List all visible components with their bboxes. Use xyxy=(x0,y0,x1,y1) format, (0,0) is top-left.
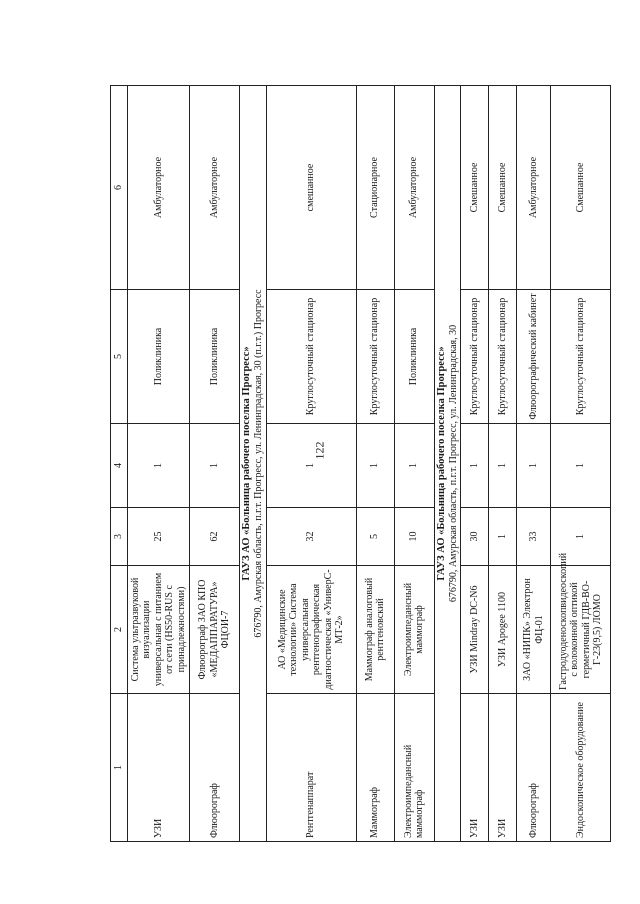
equipment-unit: Круглосуточный стационар xyxy=(551,290,611,424)
equipment-count: 1 xyxy=(461,424,489,508)
header-cell: 4 xyxy=(111,424,128,508)
equipment-type: Флюорограф xyxy=(517,694,551,842)
header-cell: 3 xyxy=(111,508,128,566)
equipment-count: 1 xyxy=(190,424,240,508)
rotated-document xyxy=(110,86,604,842)
table-row xyxy=(127,86,190,842)
section-header xyxy=(240,86,267,842)
section-row xyxy=(240,86,267,842)
equipment-unit: Круглосуточный стационар xyxy=(356,290,394,424)
header-cell: 1 xyxy=(111,694,128,842)
equipment-model: АО «Медицинские технологии» Система универсальная рентгенографическая диагностическая «УниверС-МТ-2» xyxy=(266,566,356,694)
equipment-table xyxy=(110,85,611,842)
equipment-age: 10 xyxy=(394,508,434,566)
section-address: 676790, Амурская область, п.г.т. Прогресс, ул. Ленинградская, 30 (п.г.т.) Прогресс xyxy=(253,289,265,638)
equipment-age: 32 xyxy=(266,508,356,566)
header-row xyxy=(111,86,128,842)
equipment-unit: Поликлиника xyxy=(190,290,240,424)
equipment-count: 1 xyxy=(266,424,356,508)
header-cell: 6 xyxy=(111,86,128,290)
equipment-model: Маммограф аналоговый рентгеновский xyxy=(356,566,394,694)
equipment-type: УЗИ xyxy=(127,694,190,842)
equipment-unit: Поликлиника xyxy=(127,290,190,424)
equipment-age: 30 xyxy=(461,508,489,566)
care-condition: Смешанное xyxy=(551,86,611,290)
table-row xyxy=(517,86,551,842)
equipment-model: Гастродуоденоскопвидеоскопий с волоконной оптикой герметичный ГДВ-ВО-Г-23(9,5) ЛОМО xyxy=(551,566,611,694)
equipment-model: УЗИ Mindray DC-N6 xyxy=(461,566,489,694)
equipment-count: 1 xyxy=(517,424,551,508)
equipment-unit: Круглосуточный стационар xyxy=(489,290,517,424)
equipment-age: 1 xyxy=(489,508,517,566)
equipment-age: 33 xyxy=(517,508,551,566)
equipment-type: УЗИ xyxy=(461,694,489,842)
table-row xyxy=(394,86,434,842)
care-condition: Амбулаторное xyxy=(127,86,190,290)
equipment-type: Флюорограф xyxy=(190,694,240,842)
equipment-unit: Круглосуточный стационар xyxy=(266,290,356,424)
care-condition: Стационарное xyxy=(356,86,394,290)
equipment-type: Электроимпедансный маммограф xyxy=(394,694,434,842)
section-row xyxy=(434,86,461,842)
table-row xyxy=(461,86,489,842)
care-condition: Амбулаторное xyxy=(394,86,434,290)
care-condition: смешанное xyxy=(266,86,356,290)
care-condition: Смешанное xyxy=(489,86,517,290)
equipment-age: 1 xyxy=(551,508,611,566)
equipment-type: УЗИ xyxy=(489,694,517,842)
section-title: ГАУЗ АО «Больница рабочего поселка Прогресс» xyxy=(435,346,447,581)
table-row xyxy=(489,86,517,842)
equipment-type: Маммограф xyxy=(356,694,394,842)
equipment-model: ЗАО «НИПК» Электрон ФЦ-01 xyxy=(517,566,551,694)
table-row xyxy=(356,86,394,842)
equipment-count: 1 xyxy=(127,424,190,508)
equipment-model: УЗИ Apogee 1100 xyxy=(489,566,517,694)
equipment-count: 1 xyxy=(489,424,517,508)
page-number-text: 122 xyxy=(312,441,327,460)
equipment-count: 1 xyxy=(356,424,394,508)
care-condition: Смешанное xyxy=(461,86,489,290)
equipment-model: Флюорограф ЗАО КПО «МЕДАППАРАТУРА» ФЦОИ-7 xyxy=(190,566,240,694)
equipment-age: 5 xyxy=(356,508,394,566)
equipment-model: Система ультразвуковой визуализации универсальная с питанием от сети (HS50-RUS с принадлежностями) xyxy=(127,566,190,694)
table-row xyxy=(551,86,611,842)
header-cell: 2 xyxy=(111,566,128,694)
section-address: 676790, Амурская область, п.г.т. Прогресс, ул. Ленинградская, 30 xyxy=(447,324,459,603)
equipment-age: 25 xyxy=(127,508,190,566)
care-condition: Амбулаторное xyxy=(190,86,240,290)
equipment-unit: Поликлиника xyxy=(394,290,434,424)
equipment-unit: Круглосуточный стационар xyxy=(461,290,489,424)
equipment-type: Эндоскопическое оборудование xyxy=(551,694,611,842)
table-row xyxy=(266,86,356,842)
table-row xyxy=(190,86,240,842)
equipment-count: 1 xyxy=(551,424,611,508)
section-title: ГАУЗ АО «Больница рабочего поселка Прогресс» xyxy=(241,346,252,581)
equipment-count: 1 xyxy=(394,424,434,508)
equipment-unit: Флюорографический кабинет xyxy=(517,290,551,424)
equipment-age: 62 xyxy=(190,508,240,566)
section-header xyxy=(434,86,461,842)
care-condition: Амбулаторное xyxy=(517,86,551,290)
equipment-type: Рентгенаппарат xyxy=(266,694,356,842)
header-cell: 5 xyxy=(111,290,128,424)
equipment-model: Электроимпедансный маммограф xyxy=(394,566,434,694)
